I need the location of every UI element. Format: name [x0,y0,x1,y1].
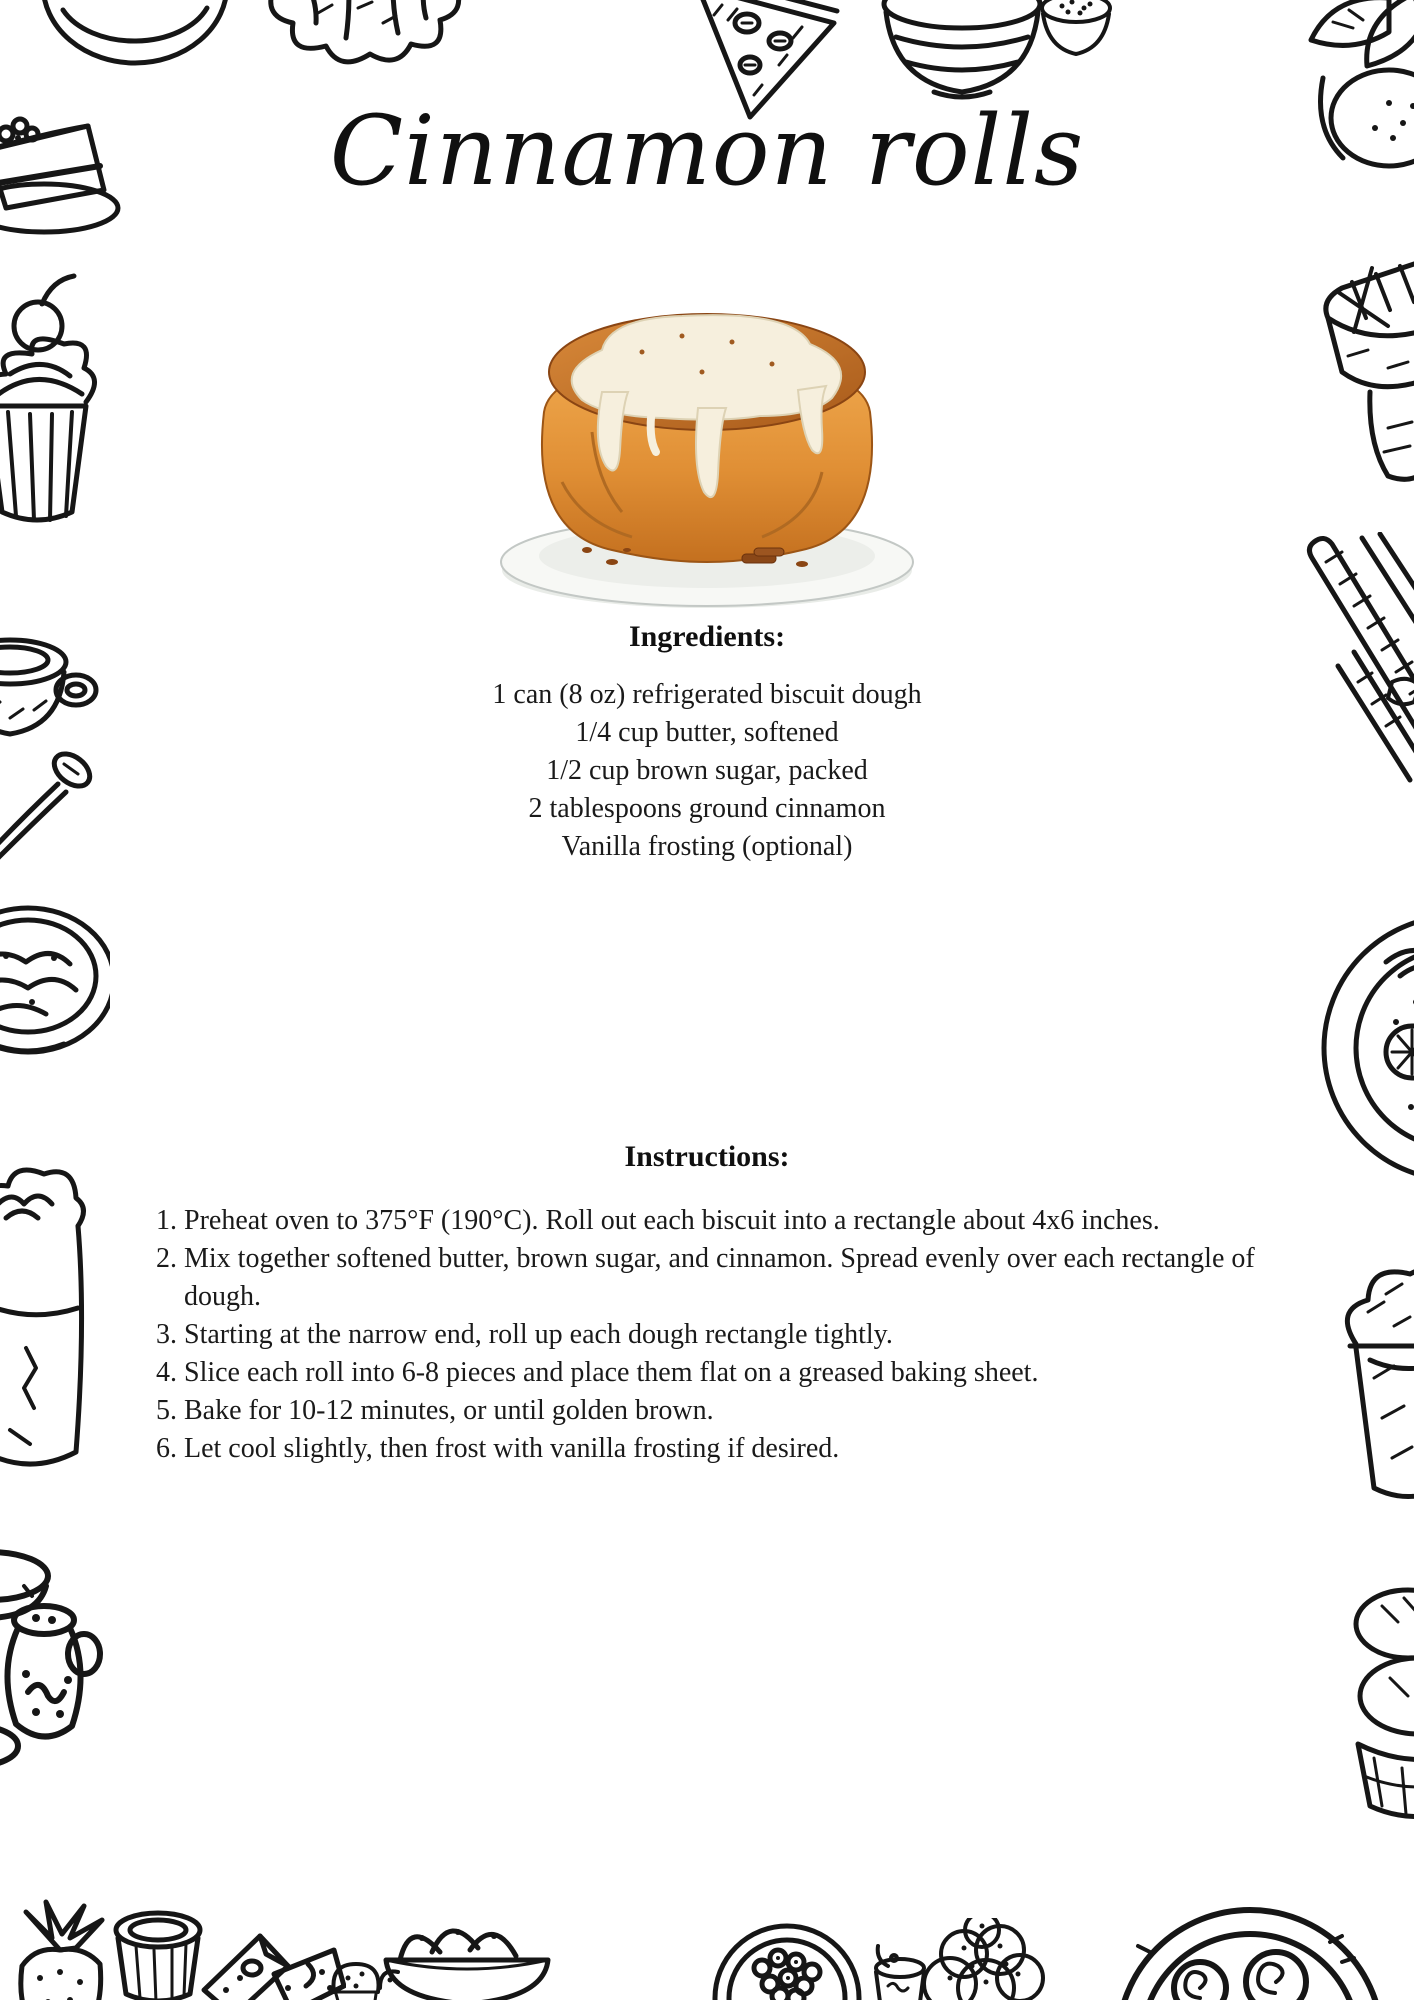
dip-bowl-icon [1038,0,1114,74]
instruction-step: 1. Preheat oven to 375°F (190°C). Roll out each biscuit into a rectangle about 4x6 inches. [184,1202,1296,1240]
ingredients-list [0,676,1414,866]
instructions-list [150,1202,1296,1468]
ramekin-icon [112,1906,204,2000]
burrito-wrap-icon [0,1152,96,1482]
ingredients-heading: Ingredients: [628,620,786,653]
instruction-step: 2. Mix together softened butter, brown sugar, and cinnamon. Spread evenly over each rectangle of dough. [184,1240,1296,1316]
pastry-plate-icon [1080,1902,1400,2000]
ingredient-item: 2 tablespoons ground cinnamon [528,793,886,824]
bun-pile-icon [912,1918,1047,2000]
instruction-step: 5. Bake for 10-12 minutes, or until golden brown. [184,1392,1296,1430]
bread-basket-icon [1330,1578,1414,1820]
instruction-step: 6. Let cool slightly, then frost with vanilla frosting if desired. [184,1430,1296,1468]
lettuce-icon [258,0,473,88]
instruction-step: 3. Starting at the narrow end, roll up each dough rectangle tightly. [184,1316,1296,1354]
cinnamon-roll-image [492,232,922,610]
recipe-title: Cinnamon rolls [329,95,1085,207]
ice-cream-cup-icon [1334,1248,1414,1514]
rolls-bowl-icon [382,1908,552,2000]
instruction-step: 4. Slice each roll into 6-8 pieces and place them flat on a greased baking sheet. [184,1354,1296,1392]
tamale-bundle-icon [1318,248,1414,488]
instructions-heading: Instructions: [624,1140,790,1173]
ingredient-item: 1 can (8 oz) refrigerated biscuit dough [492,679,922,710]
jars-and-jug-icon [0,1542,110,1774]
ingredient-item: 1/2 cup brown sugar, packed [546,755,868,786]
cheese-wedges-icon [196,1928,346,2000]
noodle-soup-bowl-icon [0,892,110,1074]
cherry-cupcake-icon [0,272,102,534]
ingredient-item: Vanilla frosting (optional) [561,831,853,862]
strawberry-icon [2,1898,120,2000]
ingredient-item: 1/4 cup butter, softened [575,717,839,748]
popcorn-bowl-icon [712,1918,862,2000]
cookie-plate-icon [35,0,235,90]
